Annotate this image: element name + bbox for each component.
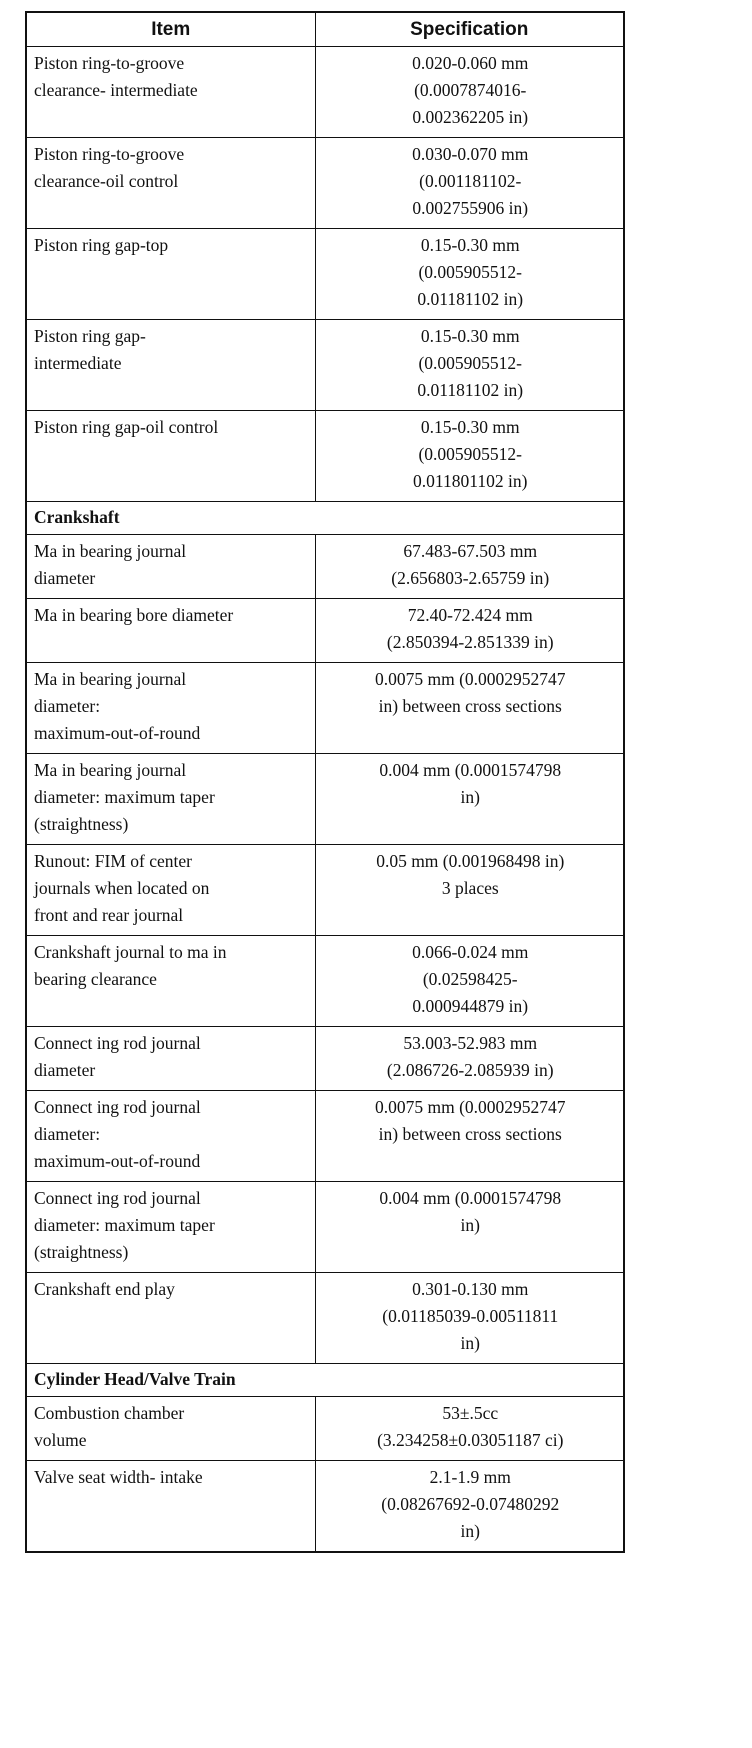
specification-cell: 72.40-72.424 mm (2.850394-2.851339 in) — [315, 599, 624, 663]
table-row — [26, 599, 624, 663]
table-row — [26, 1182, 624, 1273]
specification-cell: 2.1-1.9 mm (0.08267692-0.07480292 in) — [315, 1461, 624, 1553]
item-cell: Ma in bearing journal diameter — [26, 535, 315, 599]
table-row — [26, 754, 624, 845]
item-cell: Piston ring gap-oil control — [26, 411, 315, 502]
specification-cell: 0.004 mm (0.0001574798 in) — [315, 1182, 624, 1273]
item-cell: Connect ing rod journal diameter — [26, 1027, 315, 1091]
item-cell: Piston ring-to-groove clearance- intermediate — [26, 47, 315, 138]
specification-cell: 53.003-52.983 mm (2.086726-2.085939 in) — [315, 1027, 624, 1091]
column-header-specification: Specification — [315, 12, 624, 47]
specification-cell: 0.05 mm (0.001968498 in) 3 places — [315, 845, 624, 936]
specification-cell: 67.483-67.503 mm (2.656803-2.65759 in) — [315, 535, 624, 599]
item-cell: Crankshaft end play — [26, 1273, 315, 1364]
table-body — [26, 47, 624, 1553]
specification-cell: 0.0075 mm (0.0002952747 in) between cross sections — [315, 1091, 624, 1182]
table-row — [26, 663, 624, 754]
item-cell: Ma in bearing bore diameter — [26, 599, 315, 663]
specification-cell: 0.15-0.30 mm (0.005905512- 0.01181102 in) — [315, 320, 624, 411]
section-title: Cylinder Head/Valve Train — [26, 1364, 624, 1397]
specification-cell: 0.030-0.070 mm (0.001181102- 0.002755906 in) — [315, 138, 624, 229]
specification-cell: 0.15-0.30 mm (0.005905512- 0.011801102 in) — [315, 411, 624, 502]
specification-cell: 0.301-0.130 mm (0.01185039-0.00511811 in) — [315, 1273, 624, 1364]
table-row — [26, 320, 624, 411]
table-header-row — [26, 12, 624, 47]
table-row — [26, 229, 624, 320]
specification-cell: 53±.5cc (3.234258±0.03051187 ci) — [315, 1397, 624, 1461]
section-header-row — [26, 502, 624, 535]
item-cell: Ma in bearing journal diameter: maximum taper (straightness) — [26, 754, 315, 845]
table-row — [26, 936, 624, 1027]
section-title: Crankshaft — [26, 502, 624, 535]
table-row — [26, 411, 624, 502]
table-row — [26, 1397, 624, 1461]
specification-cell: 0.020-0.060 mm (0.0007874016- 0.002362205 in) — [315, 47, 624, 138]
item-cell: Ma in bearing journal diameter: maximum-out-of-round — [26, 663, 315, 754]
table-row — [26, 845, 624, 936]
item-cell: Piston ring-to-groove clearance-oil control — [26, 138, 315, 229]
specification-table — [25, 11, 625, 1553]
specification-cell: 0.15-0.30 mm (0.005905512- 0.01181102 in) — [315, 229, 624, 320]
item-cell: Piston ring gap-top — [26, 229, 315, 320]
item-cell: Crankshaft journal to ma in bearing clearance — [26, 936, 315, 1027]
table-row — [26, 1461, 624, 1553]
item-cell: Connect ing rod journal diameter: maximum taper (straightness) — [26, 1182, 315, 1273]
table-row — [26, 1091, 624, 1182]
table-row — [26, 47, 624, 138]
table-row — [26, 535, 624, 599]
specification-cell: 0.0075 mm (0.0002952747 in) between cross sections — [315, 663, 624, 754]
table-row — [26, 138, 624, 229]
section-header-row — [26, 1364, 624, 1397]
item-cell: Valve seat width- intake — [26, 1461, 315, 1553]
item-cell: Combustion chamber volume — [26, 1397, 315, 1461]
item-cell: Connect ing rod journal diameter: maximum-out-of-round — [26, 1091, 315, 1182]
specification-cell: 0.066-0.024 mm (0.02598425- 0.000944879 in) — [315, 936, 624, 1027]
item-cell: Runout: FIM of center journals when located on front and rear journal — [26, 845, 315, 936]
column-header-item: Item — [26, 12, 315, 47]
item-cell: Piston ring gap- intermediate — [26, 320, 315, 411]
table-row — [26, 1027, 624, 1091]
table-row — [26, 1273, 624, 1364]
specification-cell: 0.004 mm (0.0001574798 in) — [315, 754, 624, 845]
